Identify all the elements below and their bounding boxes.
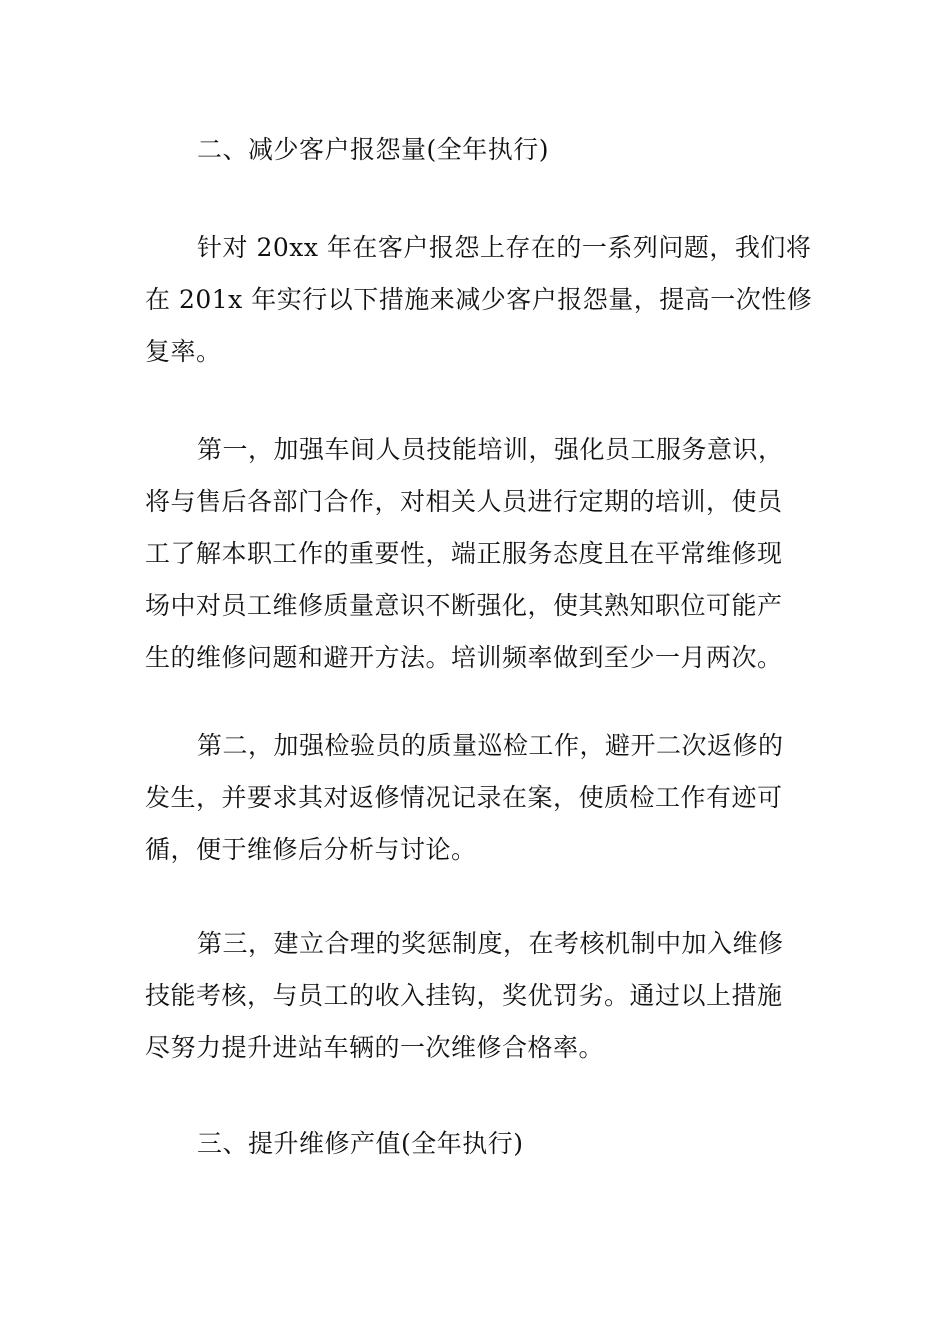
section-heading-three [145,1118,815,1170]
paragraph-line: 循，便于维修后分析与讨论。 [145,835,477,864]
paragraph-line: 复率。 [145,337,222,366]
paragraph-line: 场中对员工维修质量意识不断强化，使其熟知职位可能产 [145,591,783,620]
paragraph-line: 针对 20xx 年在客户报怨上存在的一系列问题，我们将 [197,233,812,262]
paragraph-line: 生的维修问题和避开方法。培训频率做到至少一月两次。 [145,643,783,672]
section-heading-two [145,124,815,176]
second-measure-paragraph [145,720,815,876]
paragraph-line: 第二，加强检验员的质量巡检工作，避开二次返修的 [197,731,784,760]
paragraph-line: 在 201x 年实行以下措施来减少客户报怨量，提高一次性修 [145,285,813,314]
paragraph-line: 将与售后各部门合作，对相关人员进行定期的培训，使员 [145,487,783,516]
paragraph-line: 工了解本职工作的重要性，端正服务态度且在平常维修现 [145,539,783,568]
heading-line: 三、提升维修产值(全年执行) [197,1129,524,1158]
heading-line: 二、减少客户报怨量(全年执行) [197,135,550,164]
paragraph-line: 技能考核，与员工的收入挂钩，奖优罚劣。通过以上措施 [145,981,783,1010]
third-measure-paragraph [145,918,815,1074]
first-measure-paragraph [145,424,815,684]
intro-paragraph [145,222,815,378]
paragraph-line: 第一，加强车间人员技能培训，强化员工服务意识， [197,435,784,464]
paragraph-line: 尽努力提升进站车辆的一次维修合格率。 [145,1033,605,1062]
paragraph-line: 第三，建立合理的奖惩制度，在考核机制中加入维修 [197,929,784,958]
paragraph-line: 发生，并要求其对返修情况记录在案，使质检工作有迹可 [145,783,783,812]
